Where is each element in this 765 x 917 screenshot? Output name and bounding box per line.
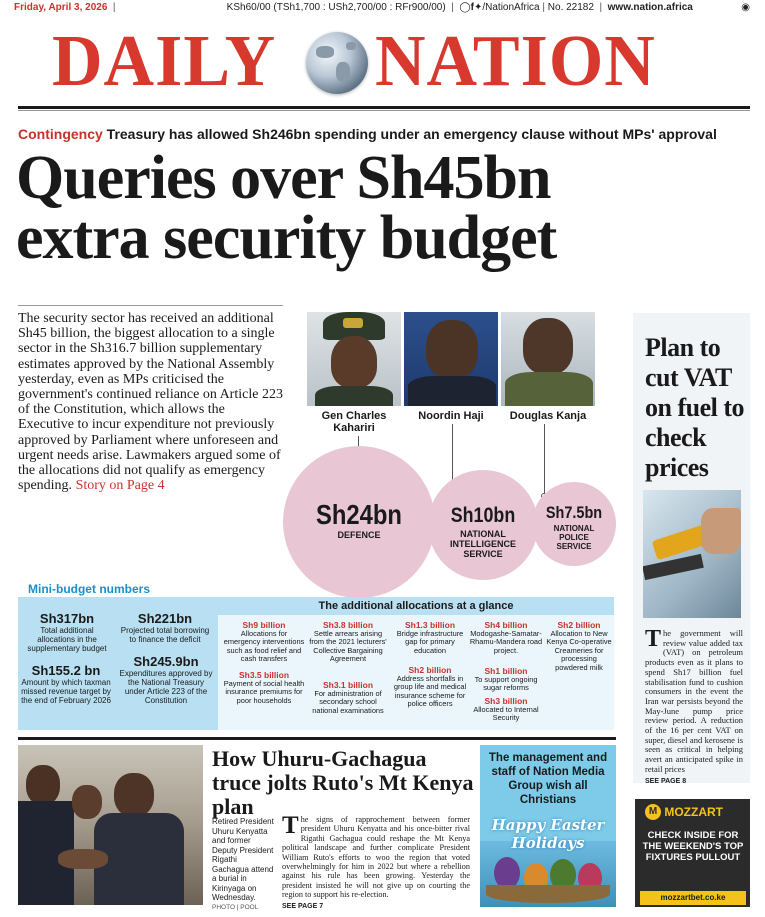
mozzart-logo-icon: M (645, 804, 661, 820)
glance-item: Sh2 billion Address shortfalls in group life and medical insurance scheme for police officers (393, 665, 467, 709)
mozzart-brand: MOZZART (664, 805, 723, 819)
mini-number: Sh155.2 bn Amount by which taxman missed revenue target by the end of February 2026 (21, 663, 111, 705)
photo-kahariri (307, 312, 401, 406)
lead-story (18, 311, 283, 493)
kicker-category: Contingency (18, 126, 103, 142)
facebook-icon: f (470, 2, 474, 13)
cover-prices: KSh60/00 (TSh1,700 : USh2,700/00 : RFr900/00) (226, 2, 446, 13)
circle-nis (428, 470, 538, 580)
headline-line-1: Queries over Sh45bn (16, 144, 551, 212)
vat-headline[interactable]: Plan to cut VAT on fuel to check prices (645, 333, 744, 482)
kicker-text: Treasury has allowed Sh246bn spending under an emergency clause without MPs' approval (106, 126, 717, 142)
glance-item: Sh3.8 billion Settle arrears arising from the 2021 lecturers' Collective Bargaining Agreement (309, 620, 387, 664)
top-bar: Friday, April 3, 2026 | KSh60/00 (TSh1,700 : USh2,700/00 : RFr900/00) | ◯f✦/NationAfrica | No. 22182 | www.nation.africa ◉ (14, 2, 750, 13)
defence-amount: Sh24bn (316, 499, 402, 530)
uhuru-story (282, 812, 470, 911)
vat-body: he government will review value added tax (VAT) on petroleum products even as it plans to spend Sh17 billion fuel stabilisation fund to cushion consumers in the event the Iran war persists beyond the May-June pump price review period. A reduction of the 16 per cent VAT on super, diesel and kerosene is seen as critical in helping avert an anticipated spike in retail prices (645, 628, 743, 774)
police-label: NATIONAL POLICE SERVICE (553, 524, 595, 551)
glance-item: Sh1.3 billion Bridge infrastructure gap for primary education (396, 620, 464, 655)
uhuru-gachagua-photo (18, 745, 203, 905)
glance-item: Sh4 billion Modogashe-Samatar-Rhamu-Mandera road project. (469, 620, 543, 655)
uhuru-dropcap: T (282, 812, 299, 839)
glance-item: Sh3.1 billion For administration of secondary school national examinations (312, 680, 384, 715)
glance-item: Sh2 billion Allocation to New Kenya Co-operative Creameries for processing powdered milk (546, 620, 612, 672)
uhuru-headline[interactable]: How Uhuru-Gachagua truce jolts Ruto's Mt Kenya plan (212, 746, 474, 819)
easter-script (484, 816, 612, 852)
circle-defence (283, 446, 435, 598)
mozzart-text: CHECK INSIDE FOR THE WEEKEND'S TOP FIXTURES PULLOUT (642, 830, 744, 863)
issue-date: Friday, April 3, 2026 (14, 2, 108, 13)
photo-haji (404, 312, 498, 406)
nis-amount: Sh10bn (450, 504, 516, 527)
website-link[interactable]: www.nation.africa (607, 2, 693, 13)
vat-story (645, 626, 743, 786)
masthead-nation: NATION (375, 21, 656, 102)
bottom-rule (18, 737, 616, 740)
main-headline[interactable] (16, 144, 756, 272)
masthead (0, 16, 765, 104)
vat-see-page[interactable]: SEE PAGE 8 (645, 777, 687, 785)
masthead-daily: DAILY (52, 21, 277, 102)
glance-item: Sh9 billion Allocations for emergency interventions such as food relief and cash transfers (223, 620, 305, 664)
police-amount: Sh7.5bn (545, 503, 603, 522)
uhuru-see-page[interactable]: SEE PAGE 7 (282, 902, 324, 910)
nis-label: NATIONAL INTELLIGENCE SERVICE (449, 529, 516, 559)
easter-script-line2: Holidays (511, 834, 585, 852)
caption-kanja: Douglas Kanja (509, 410, 587, 422)
masthead-rule (18, 106, 750, 109)
headline-line-2: extra security budget (16, 204, 557, 272)
photo-credit: PHOTO | POOL (212, 903, 259, 911)
glance-item: Sh3.5 billion Payment of social health insurance premiums for poor households (223, 670, 305, 705)
glance-title: The additional allocations at a glance (218, 597, 614, 615)
caption-haji: Noordin Haji (418, 410, 484, 422)
corner-circle-icon: ◉ (741, 2, 750, 13)
lead-rule (18, 305, 283, 306)
mini-number: Sh245.9bn Expenditures approved by the National Treasury under Article 223 of the Constitution (119, 654, 213, 705)
easter-message: The management and staff of Nation Media Group wish all Christians (488, 752, 608, 806)
easter-script-line1: Happy Easter (491, 816, 605, 834)
caption-kahariri: Gen Charles Kahariri (321, 410, 387, 434)
social-handle: /NationAfrica (482, 2, 540, 13)
masthead-rule-thin (18, 110, 750, 111)
vat-dropcap: T (645, 626, 662, 652)
uhuru-body: he signs of rapprochement between former president Uhuru Kenyatta and his once-bitter rival Rigathi Gachagua could reshape the Mt Kenya political landscape and further complicate President William Ruto's efforts to woo the region that voted overwhelmingly for him in 2022 but where a rebellion against his rule has been growing. Yesterday the president insisted he will not give up on courting the region to support his re-election. (282, 815, 470, 900)
twitter-icon: ✦ (473, 2, 483, 13)
story-page-link[interactable]: Story on Page 4 (75, 478, 165, 494)
glance-item: Sh3 billion Allocated to Internal Security (473, 696, 539, 723)
kicker (18, 126, 753, 142)
uhuru-caption (212, 817, 276, 912)
globe-icon (306, 32, 368, 94)
mozzart-url[interactable]: mozzartbet.co.ke (640, 891, 746, 905)
leader-line-police (544, 424, 545, 496)
mini-budget-title: Mini-budget numbers (28, 582, 150, 596)
defence-label: DEFENCE (337, 530, 381, 540)
mozzart-logo (645, 804, 745, 820)
social-icons (459, 2, 482, 13)
photo-kanja (501, 312, 595, 406)
mini-number: Sh317bn Total additional allocations in the supplementary budget (27, 611, 107, 653)
glance-item: Sh1 billion To support ongoing sugar reforms (474, 666, 538, 693)
lead-text: The security sector has received an additional Sh45 billion, the biggest allocation to a single sector in the Sh316.7 billion supplementary estimates approved by the National Assembly yesterday, even as MPs criticised the government's continued reliance on Article 223 of the Constitution, which allows the Executive to incur expenditure not previously approved by Parliament where unforeseen and urgent needs arise. Lawmakers argued some of the allocations did not qualify as emergency spending. (18, 311, 283, 494)
issue-number: No. 22182 (547, 2, 594, 13)
uhuru-caption-text: Retired President Uhuru Kenyatta and former Deputy President Rigathi Gachagua attend a burial in Kirinyaga on Wednesday. (212, 817, 274, 902)
mini-number: Sh221bn Projected total borrowing to finance the deficit (120, 611, 210, 644)
instagram-icon: ◯ (459, 2, 471, 13)
fuel-pump-photo (643, 490, 741, 618)
circle-police (532, 482, 616, 566)
